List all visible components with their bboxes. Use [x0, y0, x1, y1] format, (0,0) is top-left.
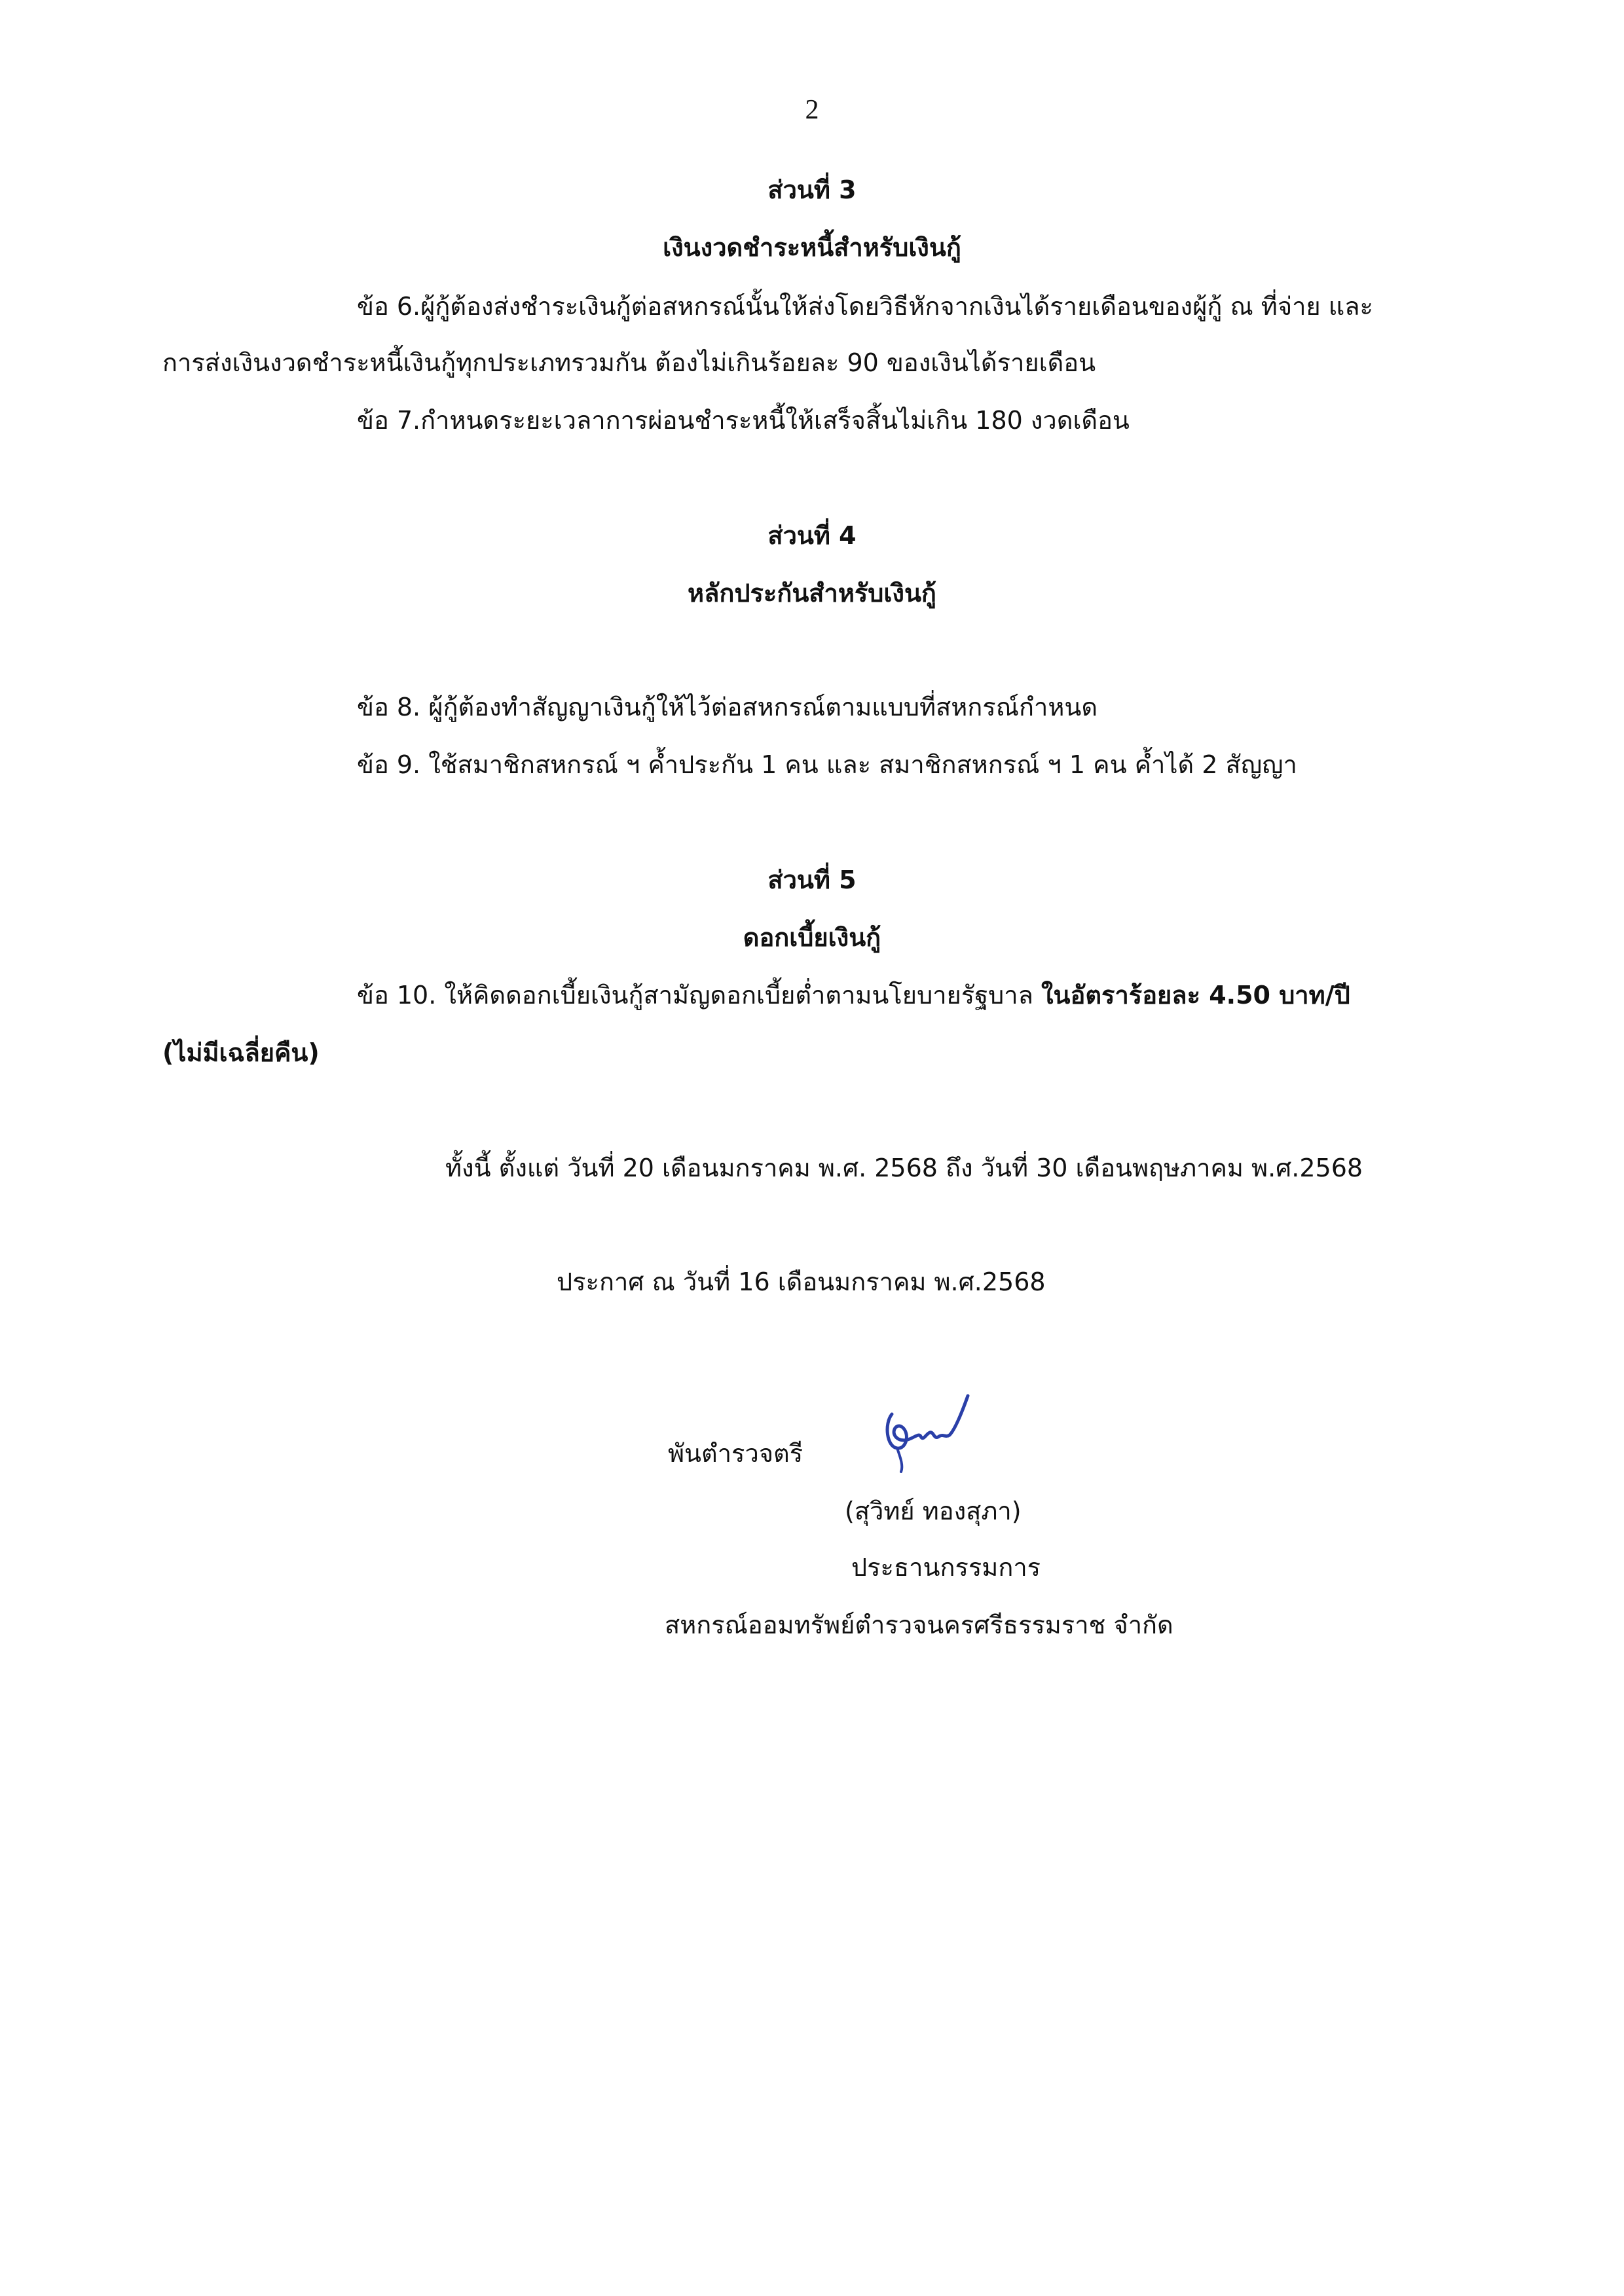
section5-heading: ส่วนที่ 5: [767, 866, 857, 894]
signer-rank: พันตำรวจตรี: [668, 1439, 803, 1468]
clause6-line1: ข้อ 6.ผู้กู้ต้องส่งชำระเงินกู้ต่อสหกรณ์นั้นให้ส่งโดยวิธีหักจากเงินได้รายเดือนของผู้กู้ ณ ที่จ่าย และ: [357, 292, 1373, 321]
clause8: ข้อ 8. ผู้กู้ต้องทำสัญญาเงินกู้ให้ไว้ต่อสหกรณ์ตามแบบที่สหกรณ์กำหนด: [357, 693, 1098, 721]
announcement-date: ประกาศ ณ วันที่ 16 เดือนมกราคม พ.ศ.2568: [557, 1267, 1046, 1296]
signer-organization: สหกรณ์ออมทรัพย์ตำรวจนครศรีธรรมราช จำกัด: [665, 1611, 1173, 1639]
section4-title: หลักประกันสำหรับเงินกู้: [688, 579, 936, 608]
clause10-line1: [357, 977, 1350, 1013]
page-number: 2: [805, 95, 819, 125]
clause9: ข้อ 9. ใช้สมาชิกสหกรณ์ ฯ ค้ำประกัน 1 คน และ สมาชิกสหกรณ์ ฯ 1 คน ค้ำได้ 2 สัญญา: [357, 750, 1297, 779]
clause10-line2: (ไม่มีเฉลี่ยคืน): [162, 1038, 320, 1067]
clause10-rate: ในอัตราร้อยละ 4.50 บาท/ปี: [1041, 981, 1350, 1010]
section3-title: เงินงวดชำระหนี้สำหรับเงินกู้: [663, 233, 961, 262]
signer-position: ประธานกรรมการ: [851, 1553, 1041, 1582]
section3-heading: ส่วนที่ 3: [767, 175, 857, 204]
clause7: ข้อ 7.กำหนดระยะเวลาการผ่อนชำระหนี้ให้เสร็จสิ้นไม่เกิน 180 งวดเดือน: [357, 406, 1130, 435]
signature-image: [877, 1388, 976, 1473]
section5-title: ดอกเบี้ยเงินกู้: [743, 923, 881, 952]
section4-heading: ส่วนที่ 4: [767, 521, 857, 550]
clause10-text: ข้อ 10. ให้คิดดอกเบี้ยเงินกู้สามัญดอกเบี้ยต่ำตามนโยบายรัฐบาล: [357, 981, 1041, 1010]
clause6-line2: การส่งเงินงวดชำระหนี้เงินกู้ทุกประเภทรวมกัน ต้องไม่เกินร้อยละ 90 ของเงินได้รายเดือน: [162, 348, 1096, 377]
signer-name: (สุวิทย์ ทองสุภา): [845, 1497, 1022, 1525]
effective-period: ทั้งนี้ ตั้งแต่ วันที่ 20 เดือนมกราคม พ.ศ. 2568 ถึง วันที่ 30 เดือนพฤษภาคม พ.ศ.2568: [445, 1154, 1363, 1182]
